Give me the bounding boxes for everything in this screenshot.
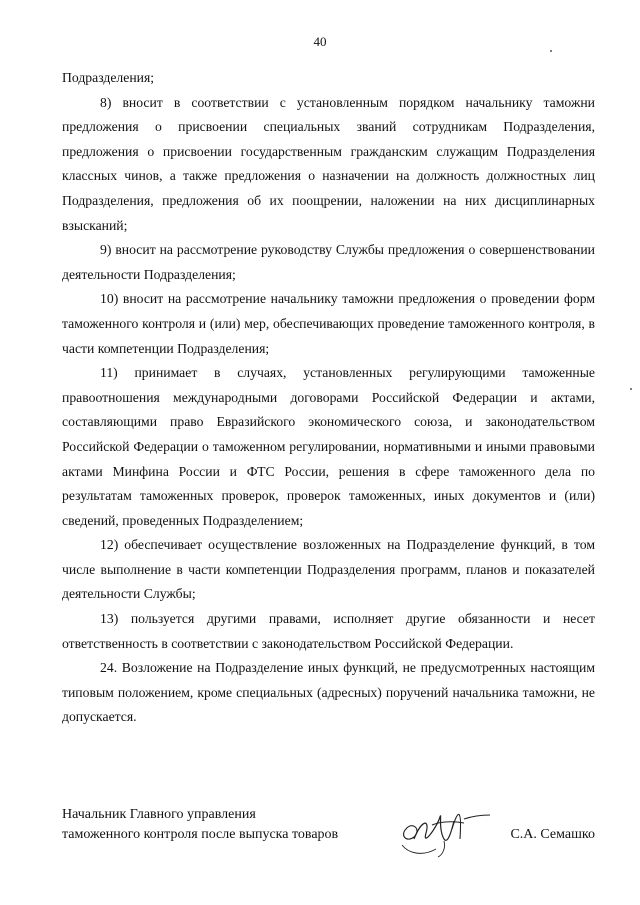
paragraph-item-12: 12) обеспечивает осуществление возложенных на Подразделение функций, в том числе выполнение в части компетенции Подразделения программ, планов и показателей деятельности Службы; <box>62 537 595 602</box>
signatory-title <box>62 805 382 845</box>
page-number: 40 <box>313 34 327 49</box>
paragraph-item-10: 10) вносит на рассмотрение начальнику таможни предложения о проведении форм таможенного контроля и (или) мер, обеспечивающих проведение таможенного контроля, в части компетенции Подразделения; <box>62 291 595 356</box>
paragraph-item-8: 8) вносит в соответствии с установленным порядком начальнику таможни предложения о присвоении специальных званий сотрудникам Подразделения, предложения о присвоении государственным гражданским служащим Подразделения классных чинов, а также предложения о назначении на должность должностных лиц Подразделения, предложения об их поощрении, наложении на них дисциплинарных взысканий; <box>62 94 595 233</box>
signatory-name: С.А. Семашко <box>510 827 595 842</box>
paragraph-section-24: 24. Возложение на Подразделение иных функций, не предусмотренных настоящим типовым положением, кроме специальных (адресных) поручений начальника таможни, не допускается. <box>62 660 595 725</box>
scan-speck <box>630 388 632 390</box>
paragraph-continuation: Подразделения; <box>62 70 155 85</box>
signatory-title-line-2: таможенного контроля после выпуска товаров <box>62 827 339 842</box>
paragraph-item-13: 13) пользуется другими правами, исполняет другие обязанности и несет ответственность в соответствии с законодательством Российской Федерации. <box>62 611 595 651</box>
signature-block <box>62 805 595 865</box>
scan-speck <box>550 50 552 52</box>
paragraph-item-11: 11) принимает в случаях, установленных регулирующими таможенные правоотношения международными договорами Российской Федерации и актами, составляющими право Евразийского экономического союза, и законодательством Российской Федерации о таможенном регулировании, нормативными и иными правовыми актами Минфина России и ФТС России, решения в сфере таможенного дела по результатам таможенных проверок, проверок таможенных, иных документов и (или) сведений, проведенных Подразделением; <box>62 365 595 528</box>
handwritten-signature <box>392 799 492 861</box>
signatory-title-line-1: Начальник Главного управления <box>62 807 256 822</box>
paragraph-item-9: 9) вносит на рассмотрение руководству Службы предложения о совершенствовании деятельности Подразделения; <box>62 242 595 282</box>
document-body <box>62 66 595 730</box>
